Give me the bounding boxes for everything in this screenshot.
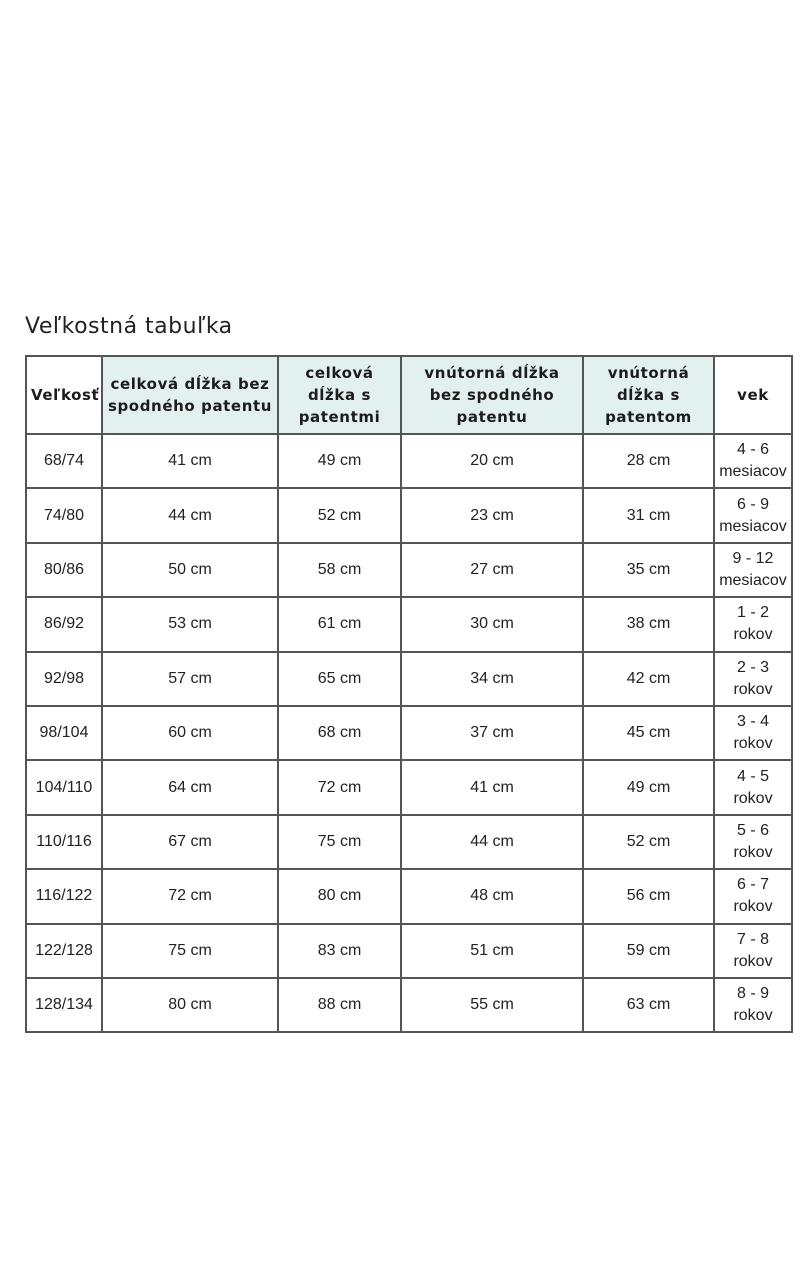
cell-total-length-with-snaps: 61 cm (279, 598, 402, 652)
table-row (27, 653, 793, 707)
cell-size: 128/134 (27, 979, 103, 1033)
header-total-length-with-snaps: celková dĺžka s patentmi (279, 357, 402, 435)
cell-total-length-no-snap: 72 cm (103, 870, 279, 924)
cell-size: 98/104 (27, 707, 103, 761)
cell-age: 4 - 6 mesiacov (715, 435, 793, 489)
cell-age: 3 - 4 rokov (715, 707, 793, 761)
cell-total-length-no-snap: 53 cm (103, 598, 279, 652)
cell-total-length-no-snap: 80 cm (103, 979, 279, 1033)
cell-age: 4 - 5 rokov (715, 761, 793, 815)
cell-age: 8 - 9 rokov (715, 979, 793, 1033)
cell-size: 68/74 (27, 435, 103, 489)
cell-inner-length-with-snap: 52 cm (584, 816, 715, 870)
cell-total-length-with-snaps: 83 cm (279, 925, 402, 979)
header-inner-length-no-snap: vnútorná dĺžka bez spodného patentu (402, 357, 584, 435)
cell-total-length-with-snaps: 58 cm (279, 544, 402, 598)
header-size: Veľkosť (27, 357, 103, 435)
table-header-row (27, 357, 793, 435)
cell-size: 104/110 (27, 761, 103, 815)
cell-inner-length-no-snap: 44 cm (402, 816, 584, 870)
cell-total-length-no-snap: 50 cm (103, 544, 279, 598)
cell-inner-length-with-snap: 38 cm (584, 598, 715, 652)
cell-inner-length-with-snap: 56 cm (584, 870, 715, 924)
cell-inner-length-no-snap: 55 cm (402, 979, 584, 1033)
cell-size: 116/122 (27, 870, 103, 924)
cell-inner-length-no-snap: 37 cm (402, 707, 584, 761)
cell-inner-length-with-snap: 42 cm (584, 653, 715, 707)
cell-inner-length-with-snap: 31 cm (584, 489, 715, 543)
cell-total-length-no-snap: 57 cm (103, 653, 279, 707)
cell-inner-length-with-snap: 28 cm (584, 435, 715, 489)
cell-age: 1 - 2 rokov (715, 598, 793, 652)
table-row (27, 870, 793, 924)
table-row (27, 435, 793, 489)
cell-age: 2 - 3 rokov (715, 653, 793, 707)
cell-total-length-with-snaps: 68 cm (279, 707, 402, 761)
cell-inner-length-no-snap: 34 cm (402, 653, 584, 707)
cell-inner-length-no-snap: 41 cm (402, 761, 584, 815)
cell-total-length-no-snap: 60 cm (103, 707, 279, 761)
cell-size: 86/92 (27, 598, 103, 652)
cell-inner-length-no-snap: 20 cm (402, 435, 584, 489)
cell-total-length-with-snaps: 80 cm (279, 870, 402, 924)
cell-age: 5 - 6 rokov (715, 816, 793, 870)
cell-size: 110/116 (27, 816, 103, 870)
cell-total-length-with-snaps: 49 cm (279, 435, 402, 489)
cell-inner-length-no-snap: 51 cm (402, 925, 584, 979)
table-row (27, 707, 793, 761)
table-body (27, 435, 793, 1033)
page-title: Veľkostná tabuľka (25, 314, 233, 339)
cell-total-length-with-snaps: 88 cm (279, 979, 402, 1033)
cell-inner-length-with-snap: 49 cm (584, 761, 715, 815)
cell-size: 92/98 (27, 653, 103, 707)
header-total-length-no-snap: celková dĺžka bez spodného patentu (103, 357, 279, 435)
cell-age: 6 - 9 mesiacov (715, 489, 793, 543)
table-row (27, 925, 793, 979)
table-row (27, 761, 793, 815)
table-row (27, 489, 793, 543)
cell-total-length-no-snap: 67 cm (103, 816, 279, 870)
cell-total-length-no-snap: 44 cm (103, 489, 279, 543)
cell-inner-length-no-snap: 48 cm (402, 870, 584, 924)
cell-total-length-no-snap: 75 cm (103, 925, 279, 979)
table-row (27, 544, 793, 598)
cell-size: 80/86 (27, 544, 103, 598)
cell-total-length-with-snaps: 52 cm (279, 489, 402, 543)
cell-age: 7 - 8 rokov (715, 925, 793, 979)
cell-total-length-with-snaps: 72 cm (279, 761, 402, 815)
table-row (27, 816, 793, 870)
cell-inner-length-with-snap: 35 cm (584, 544, 715, 598)
header-age: vek (715, 357, 793, 435)
header-inner-length-with-snap: vnútorná dĺžka s patentom (584, 357, 715, 435)
cell-age: 9 - 12 mesiacov (715, 544, 793, 598)
cell-inner-length-no-snap: 23 cm (402, 489, 584, 543)
table-row (27, 979, 793, 1033)
cell-inner-length-no-snap: 30 cm (402, 598, 584, 652)
cell-size: 122/128 (27, 925, 103, 979)
cell-age: 6 - 7 rokov (715, 870, 793, 924)
cell-total-length-with-snaps: 75 cm (279, 816, 402, 870)
cell-size: 74/80 (27, 489, 103, 543)
cell-total-length-with-snaps: 65 cm (279, 653, 402, 707)
cell-inner-length-no-snap: 27 cm (402, 544, 584, 598)
cell-inner-length-with-snap: 63 cm (584, 979, 715, 1033)
cell-inner-length-with-snap: 59 cm (584, 925, 715, 979)
cell-inner-length-with-snap: 45 cm (584, 707, 715, 761)
cell-total-length-no-snap: 41 cm (103, 435, 279, 489)
size-table (25, 355, 793, 1033)
cell-total-length-no-snap: 64 cm (103, 761, 279, 815)
table-row (27, 598, 793, 652)
